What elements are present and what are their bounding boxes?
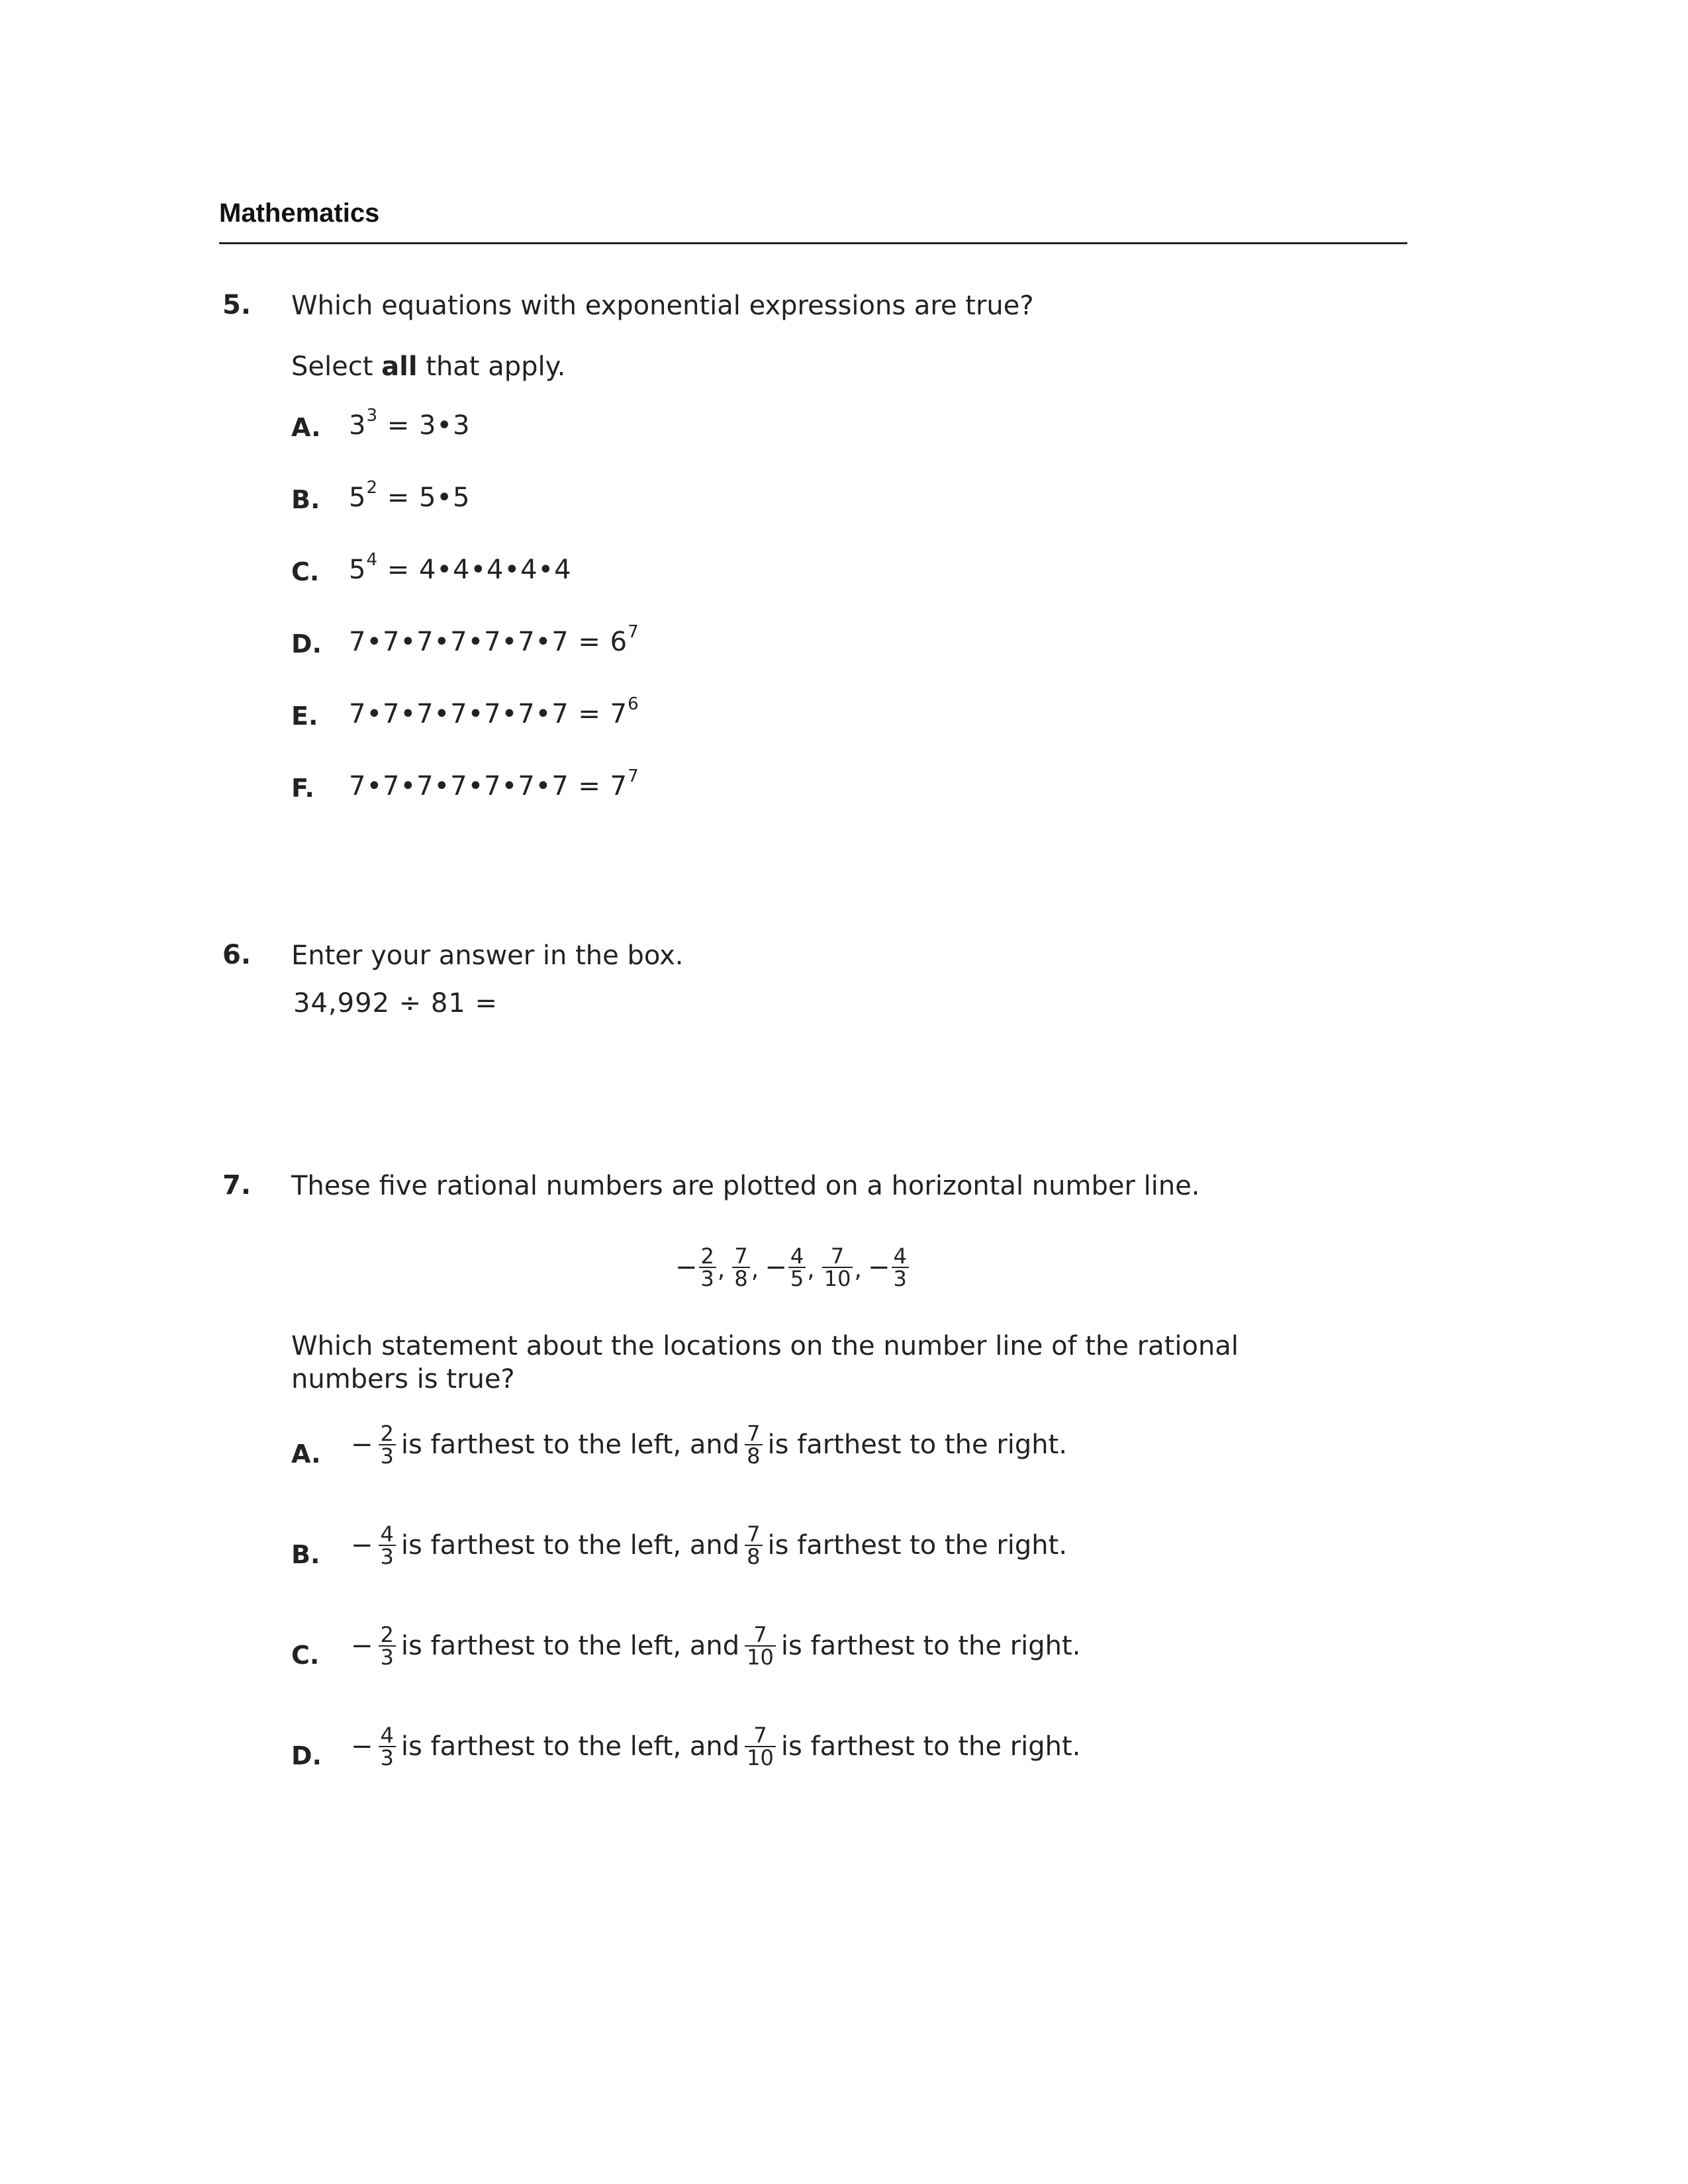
number-3-denominator: 5 [788,1267,806,1289]
page-header-title: Mathematics [219,199,380,228]
q7-option-c-statement[interactable] [351,1624,1080,1668]
number-3-numerator: 4 [790,1244,804,1269]
q7-a-text-mid: is farthest to the left, and [400,1430,740,1460]
q5-option-c-base: 5 [349,555,367,585]
q7-b-left-denominator: 3 [379,1545,396,1567]
number-1-numerator: 2 [700,1244,714,1269]
q5-option-b-rhs: = 5•5 [378,482,471,513]
q5-option-a-rhs: = 3•3 [378,410,471,441]
number-2-denominator: 8 [732,1267,749,1289]
q7-b-left-numerator: 4 [380,1522,394,1547]
q7-d-text-mid: is farthest to the left, and [400,1731,740,1762]
q7-d-left-fraction [379,1725,396,1768]
q5-option-e-letter[interactable]: E. [291,702,318,731]
q5-option-e-expression[interactable] [349,694,639,729]
q5-option-e-exponent: 6 [628,694,639,714]
q7-a-text-end: is farthest to the right. [767,1430,1068,1460]
rational-numbers-list [675,1246,910,1289]
q7-b-right-fraction [745,1524,762,1567]
q7-b-text-end: is farthest to the right. [767,1530,1068,1561]
q7-c-right-fraction [745,1624,776,1668]
q7-b-right-denominator: 8 [745,1545,762,1567]
q7-c-left-fraction [379,1624,396,1668]
q5-option-d-expression[interactable] [349,622,639,657]
separator: , [807,1255,815,1283]
q7-b-text-mid: is farthest to the left, and [400,1530,740,1561]
q5-option-a-letter[interactable]: A. [291,413,321,442]
q5-option-f-lhs: 7•7•7•7•7•7•7 = 7 [349,771,628,801]
q5-option-a-expression[interactable] [349,406,471,441]
q7-option-b-letter[interactable]: B. [291,1540,320,1569]
instruction-post: that apply. [417,351,566,382]
header-divider [219,242,1407,244]
number-5-fraction [892,1246,909,1289]
q5-option-a-exponent: 3 [366,406,378,426]
number-5-numerator: 4 [893,1244,907,1269]
q7-c-right-numerator: 7 [753,1622,767,1647]
q7-option-c-letter[interactable]: C. [291,1641,320,1670]
q7-option-d-letter[interactable]: D. [291,1741,322,1770]
q7-d-right-denominator: 10 [745,1746,776,1768]
q7-c-text-end: is farthest to the right. [780,1631,1081,1661]
number-4-numerator: 7 [830,1244,845,1269]
q7-a-right-denominator: 8 [745,1444,762,1467]
instruction-pre: Select [291,351,382,382]
q7-option-a-letter[interactable]: A. [291,1439,321,1469]
question-5-instruction [291,350,565,383]
q5-option-b-expression[interactable] [349,478,471,513]
number-4-denominator: 10 [822,1267,853,1289]
q7-d-right-numerator: 7 [753,1723,767,1748]
q7-c-left-numerator: 2 [380,1622,394,1647]
number-2-numerator: 7 [734,1244,748,1269]
question-7-prompt: These five rational numbers are plotted on a horizontal number line. [291,1171,1200,1201]
q7-a-right-fraction [745,1423,762,1467]
q5-option-c-exponent: 4 [366,550,378,570]
q5-option-c-expression[interactable] [349,550,572,585]
q5-option-d-letter[interactable]: D. [291,629,322,659]
question-7-question: Which statement about the locations on the number line of the rational numbers is true? [291,1331,1239,1394]
q5-option-c-rhs: = 4•4•4•4•4 [378,555,572,585]
q5-option-f-letter[interactable]: F. [291,774,314,803]
q5-option-f-expression[interactable] [349,766,639,801]
q7-d-left-sign: − [351,1731,373,1762]
question-6-prompt: Enter your answer in the box. [291,940,684,971]
number-5-sign: − [868,1252,890,1283]
number-5-denominator: 3 [892,1267,909,1289]
question-5-prompt: Which equations with exponential expressions are true? [291,291,1034,321]
q7-c-right-denominator: 10 [745,1645,776,1668]
number-1-denominator: 3 [699,1267,716,1289]
q7-b-left-fraction [379,1524,396,1567]
instruction-bold: all [381,351,418,382]
q7-option-b-statement[interactable] [351,1524,1067,1567]
q5-option-c-letter[interactable]: C. [291,557,320,586]
number-2-fraction [732,1246,749,1289]
q5-option-d-lhs: 7•7•7•7•7•7•7 = 6 [349,627,628,657]
q7-b-left-sign: − [351,1530,373,1561]
q7-option-d-statement[interactable] [351,1725,1080,1768]
q7-d-text-end: is farthest to the right. [780,1731,1081,1762]
q7-a-right-numerator: 7 [747,1421,761,1446]
q7-option-a-statement[interactable] [351,1423,1067,1467]
q5-option-b-exponent: 2 [366,478,378,498]
number-1-fraction [699,1246,716,1289]
number-3-sign: − [765,1252,787,1283]
q7-d-left-denominator: 3 [379,1746,396,1768]
q7-a-left-sign: − [351,1430,373,1460]
question-7-number: 7. [222,1170,252,1201]
question-5-number: 5. [222,290,252,320]
q7-d-left-numerator: 4 [380,1723,394,1748]
q7-a-left-denominator: 3 [379,1444,396,1467]
q7-d-right-fraction [745,1725,776,1768]
q7-c-left-denominator: 3 [379,1645,396,1668]
q7-b-right-numerator: 7 [747,1522,761,1547]
separator: , [751,1255,759,1283]
q5-option-a-base: 3 [349,410,367,441]
separator: , [717,1255,726,1283]
number-3-fraction [788,1246,806,1289]
question-6-number: 6. [222,940,252,970]
number-1-sign: − [675,1252,698,1283]
separator: , [854,1255,862,1283]
q5-option-b-base: 5 [349,482,367,513]
q7-c-text-mid: is farthest to the left, and [400,1631,740,1661]
q5-option-f-exponent: 7 [628,766,639,786]
q5-option-b-letter[interactable]: B. [291,485,320,514]
q7-a-left-fraction [379,1423,396,1467]
q7-a-left-numerator: 2 [380,1421,394,1446]
question-6-expression: 34,992 ÷ 81 = [293,988,498,1019]
number-4-fraction [822,1246,853,1289]
q5-option-e-lhs: 7•7•7•7•7•7•7 = 7 [349,699,628,729]
q7-c-left-sign: − [351,1631,373,1661]
q5-option-d-exponent: 7 [628,622,639,642]
